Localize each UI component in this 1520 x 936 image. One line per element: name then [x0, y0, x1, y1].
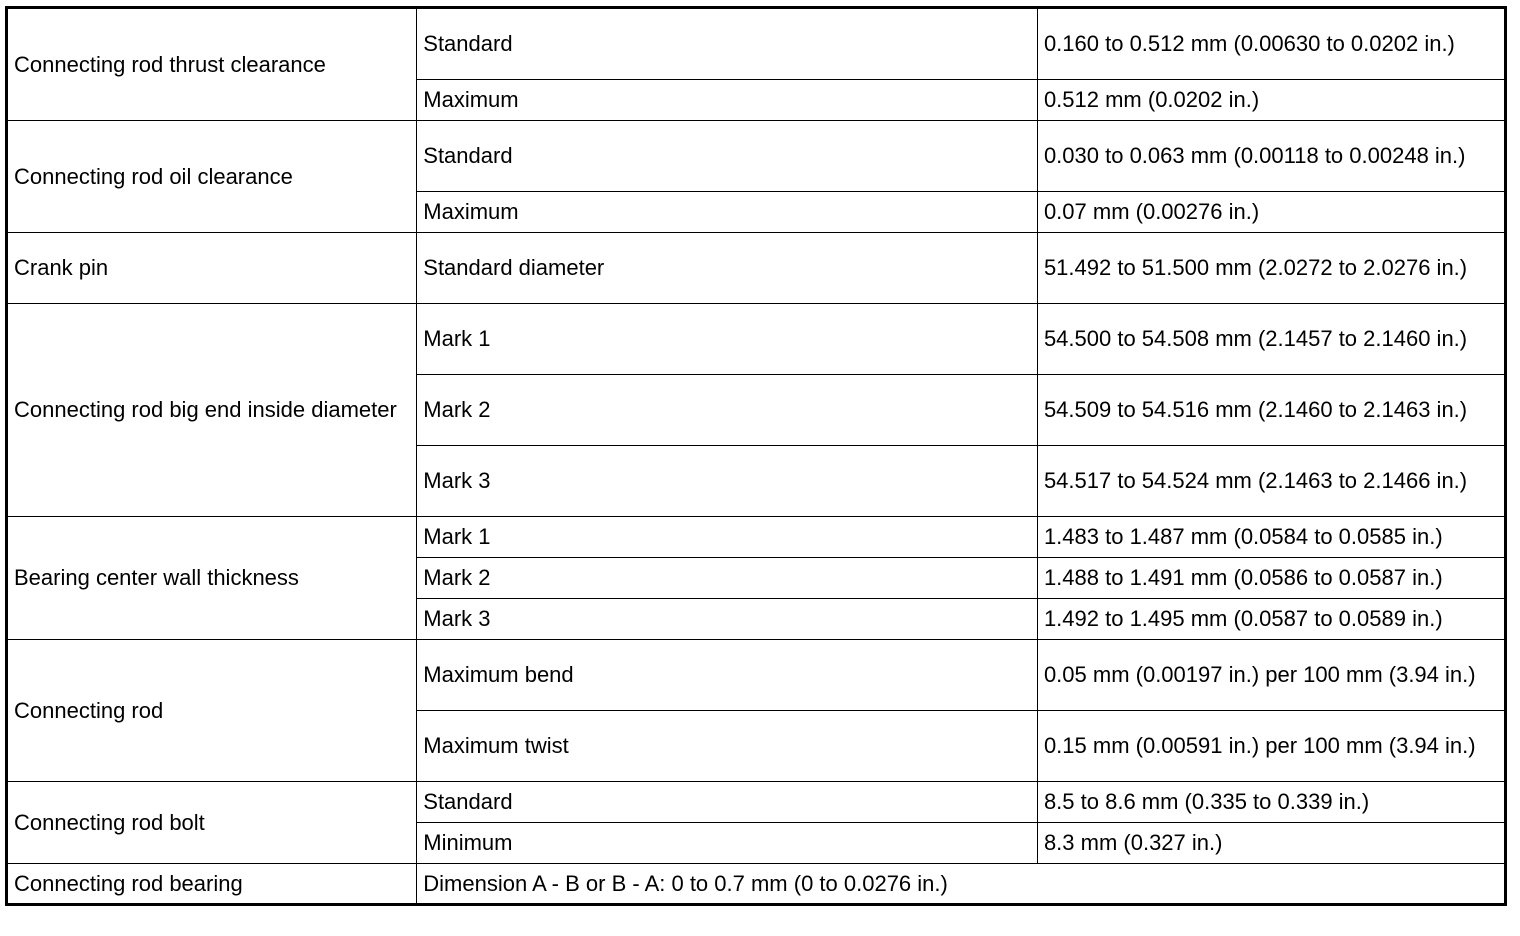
item-label: Standard diameter — [417, 233, 1038, 304]
table-row — [7, 640, 1506, 711]
item-label: Mark 2 — [417, 375, 1038, 446]
item-label: Standard — [417, 121, 1038, 192]
group-label: Connecting rod bolt — [7, 782, 417, 864]
group-label: Connecting rod — [7, 640, 417, 782]
item-label: Standard — [417, 782, 1038, 823]
item-value: 1.483 to 1.487 mm (0.0584 to 0.0585 in.) — [1037, 517, 1505, 558]
item-label: Mark 3 — [417, 446, 1038, 517]
item-label: Standard — [417, 8, 1038, 80]
item-value: 0.07 mm (0.00276 in.) — [1037, 192, 1505, 233]
item-label: Maximum twist — [417, 711, 1038, 782]
item-value: 0.160 to 0.512 mm (0.00630 to 0.0202 in.) — [1037, 8, 1505, 80]
table-row — [7, 304, 1506, 375]
item-value: 0.15 mm (0.00591 in.) per 100 mm (3.94 in.) — [1037, 711, 1505, 782]
item-value: 8.5 to 8.6 mm (0.335 to 0.339 in.) — [1037, 782, 1505, 823]
group-label: Bearing center wall thickness — [7, 517, 417, 640]
item-label: Maximum bend — [417, 640, 1038, 711]
item-value: 51.492 to 51.500 mm (2.0272 to 2.0276 in.) — [1037, 233, 1505, 304]
item-value: 0.512 mm (0.0202 in.) — [1037, 80, 1505, 121]
table-row — [7, 864, 1506, 905]
item-value: 0.030 to 0.063 mm (0.00118 to 0.00248 in.) — [1037, 121, 1505, 192]
item-label: Mark 1 — [417, 517, 1038, 558]
group-label: Connecting rod big end inside diameter — [7, 304, 417, 517]
item-value: 0.05 mm (0.00197 in.) per 100 mm (3.94 in.) — [1037, 640, 1505, 711]
table-row — [7, 517, 1506, 558]
group-label: Connecting rod oil clearance — [7, 121, 417, 233]
item-label: Mark 2 — [417, 558, 1038, 599]
merged-value: Dimension A - B or B - A: 0 to 0.7 mm (0 to 0.0276 in.) — [417, 864, 1506, 905]
item-label: Minimum — [417, 823, 1038, 864]
group-label: Connecting rod bearing — [7, 864, 417, 905]
item-value: 1.488 to 1.491 mm (0.0586 to 0.0587 in.) — [1037, 558, 1505, 599]
item-value: 1.492 to 1.495 mm (0.0587 to 0.0589 in.) — [1037, 599, 1505, 640]
group-label: Connecting rod thrust clearance — [7, 8, 417, 121]
spec-table — [5, 6, 1507, 906]
item-value: 54.500 to 54.508 mm (2.1457 to 2.1460 in.) — [1037, 304, 1505, 375]
table-row — [7, 121, 1506, 192]
item-label: Mark 1 — [417, 304, 1038, 375]
item-label: Maximum — [417, 192, 1038, 233]
item-label: Mark 3 — [417, 599, 1038, 640]
item-value: 8.3 mm (0.327 in.) — [1037, 823, 1505, 864]
item-value: 54.517 to 54.524 mm (2.1463 to 2.1466 in.) — [1037, 446, 1505, 517]
table-row — [7, 782, 1506, 823]
table-row — [7, 8, 1506, 80]
table-row — [7, 233, 1506, 304]
group-label: Crank pin — [7, 233, 417, 304]
item-label: Maximum — [417, 80, 1038, 121]
item-value: 54.509 to 54.516 mm (2.1460 to 2.1463 in.) — [1037, 375, 1505, 446]
